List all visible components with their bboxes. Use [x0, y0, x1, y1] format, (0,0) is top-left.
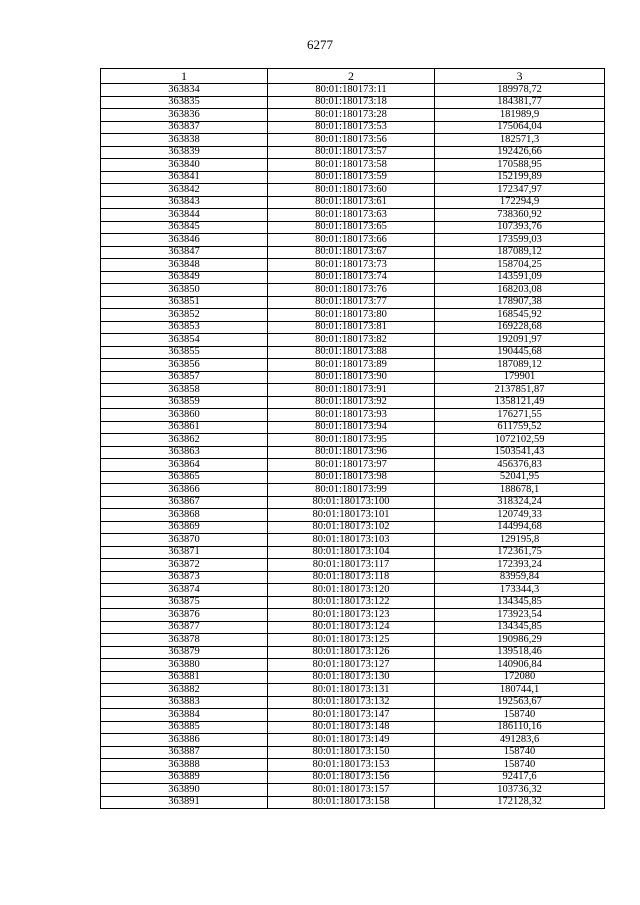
column-header-1: 1 — [101, 69, 268, 84]
row-number-cell: 363862 — [101, 434, 268, 447]
table-row — [101, 409, 605, 422]
value-cell: 172294,9 — [435, 196, 605, 209]
table-row — [101, 584, 605, 597]
value-cell: 144994,68 — [435, 521, 605, 534]
cadastral-number-cell: 80:01:180173:131 — [268, 684, 435, 697]
value-cell: 158740 — [435, 746, 605, 759]
row-number-cell: 363851 — [101, 296, 268, 309]
cadastral-number-cell: 80:01:180173:77 — [268, 296, 435, 309]
table-row — [101, 96, 605, 109]
header-row — [101, 69, 605, 84]
cadastral-number-cell: 80:01:180173:150 — [268, 746, 435, 759]
cadastral-number-cell: 80:01:180173:18 — [268, 96, 435, 109]
table-row — [101, 146, 605, 159]
table-row — [101, 534, 605, 547]
row-number-cell: 363834 — [101, 84, 268, 97]
value-cell: 184381,77 — [435, 96, 605, 109]
value-cell: 190445,68 — [435, 346, 605, 359]
row-number-cell: 363867 — [101, 496, 268, 509]
row-number-cell: 363884 — [101, 709, 268, 722]
table-row — [101, 159, 605, 172]
table-row — [101, 496, 605, 509]
table-row — [101, 171, 605, 184]
row-number-cell: 363870 — [101, 534, 268, 547]
row-number-cell: 363880 — [101, 659, 268, 672]
table-row — [101, 109, 605, 122]
cadastral-number-cell: 80:01:180173:63 — [268, 209, 435, 222]
table-row — [101, 371, 605, 384]
value-cell: 120749,33 — [435, 509, 605, 522]
value-cell: 169228,68 — [435, 321, 605, 334]
row-number-cell: 363872 — [101, 559, 268, 572]
table-row — [101, 309, 605, 322]
cadastral-number-cell: 80:01:180173:101 — [268, 509, 435, 522]
cadastral-number-cell: 80:01:180173:80 — [268, 309, 435, 322]
table-row — [101, 396, 605, 409]
table-row — [101, 184, 605, 197]
value-cell: 172361,75 — [435, 546, 605, 559]
cadastral-number-cell: 80:01:180173:158 — [268, 796, 435, 809]
value-cell: 189978,72 — [435, 84, 605, 97]
table-row — [101, 746, 605, 759]
row-number-cell: 363843 — [101, 196, 268, 209]
cadastral-number-cell: 80:01:180173:149 — [268, 734, 435, 747]
cadastral-number-cell: 80:01:180173:81 — [268, 321, 435, 334]
row-number-cell: 363849 — [101, 271, 268, 284]
table-row — [101, 484, 605, 497]
row-number-cell: 363883 — [101, 696, 268, 709]
cadastral-number-cell: 80:01:180173:88 — [268, 346, 435, 359]
row-number-cell: 363845 — [101, 221, 268, 234]
value-cell: 152199,89 — [435, 171, 605, 184]
cadastral-number-cell: 80:01:180173:157 — [268, 784, 435, 797]
table-row — [101, 621, 605, 634]
table-row — [101, 196, 605, 209]
cadastral-number-cell: 80:01:180173:122 — [268, 596, 435, 609]
table-row — [101, 784, 605, 797]
row-number-cell: 363874 — [101, 584, 268, 597]
table-row — [101, 421, 605, 434]
row-number-cell: 363864 — [101, 459, 268, 472]
row-number-cell: 363835 — [101, 96, 268, 109]
column-header-2: 2 — [268, 69, 435, 84]
table-row — [101, 121, 605, 134]
row-number-cell: 363853 — [101, 321, 268, 334]
value-cell: 187089,12 — [435, 359, 605, 372]
cadastral-number-cell: 80:01:180173:61 — [268, 196, 435, 209]
value-cell: 186110,16 — [435, 721, 605, 734]
value-cell: 2137851,87 — [435, 384, 605, 397]
row-number-cell: 363857 — [101, 371, 268, 384]
row-number-cell: 363890 — [101, 784, 268, 797]
value-cell: 172347,97 — [435, 184, 605, 197]
table-row — [101, 134, 605, 147]
table-row — [101, 559, 605, 572]
row-number-cell: 363875 — [101, 596, 268, 609]
table-row — [101, 696, 605, 709]
value-cell: 178907,38 — [435, 296, 605, 309]
table-row — [101, 759, 605, 772]
cadastral-number-cell: 80:01:180173:60 — [268, 184, 435, 197]
value-cell: 170588,95 — [435, 159, 605, 172]
value-cell: 129195,8 — [435, 534, 605, 547]
value-cell: 92417,6 — [435, 771, 605, 784]
row-number-cell: 363881 — [101, 671, 268, 684]
row-number-cell: 363858 — [101, 384, 268, 397]
cadastral-number-cell: 80:01:180173:126 — [268, 646, 435, 659]
table-row — [101, 734, 605, 747]
table-row — [101, 709, 605, 722]
value-cell: 103736,32 — [435, 784, 605, 797]
value-cell: 456376,83 — [435, 459, 605, 472]
value-cell: 134345,85 — [435, 621, 605, 634]
cadastral-number-cell: 80:01:180173:156 — [268, 771, 435, 784]
table-row — [101, 459, 605, 472]
cadastral-number-cell: 80:01:180173:120 — [268, 584, 435, 597]
cadastral-number-cell: 80:01:180173:153 — [268, 759, 435, 772]
table-row — [101, 659, 605, 672]
cadastral-number-cell: 80:01:180173:53 — [268, 121, 435, 134]
row-number-cell: 363844 — [101, 209, 268, 222]
cadastral-number-cell: 80:01:180173:148 — [268, 721, 435, 734]
table-row — [101, 259, 605, 272]
cadastral-number-cell: 80:01:180173:98 — [268, 471, 435, 484]
value-cell: 192091,97 — [435, 334, 605, 347]
row-number-cell: 363889 — [101, 771, 268, 784]
row-number-cell: 363865 — [101, 471, 268, 484]
table-row — [101, 209, 605, 222]
row-number-cell: 363876 — [101, 609, 268, 622]
row-number-cell: 363885 — [101, 721, 268, 734]
table-row — [101, 546, 605, 559]
table-row — [101, 634, 605, 647]
row-number-cell: 363891 — [101, 796, 268, 809]
row-number-cell: 363873 — [101, 571, 268, 584]
cadastral-number-cell: 80:01:180173:76 — [268, 284, 435, 297]
column-header-3: 3 — [435, 69, 605, 84]
table-row — [101, 521, 605, 534]
value-cell: 173344,3 — [435, 584, 605, 597]
row-number-cell: 363842 — [101, 184, 268, 197]
cadastral-number-cell: 80:01:180173:117 — [268, 559, 435, 572]
row-number-cell: 363868 — [101, 509, 268, 522]
row-number-cell: 363878 — [101, 634, 268, 647]
cadastral-number-cell: 80:01:180173:11 — [268, 84, 435, 97]
value-cell: 192563,67 — [435, 696, 605, 709]
table-row — [101, 359, 605, 372]
value-cell: 611759,52 — [435, 421, 605, 434]
value-cell: 52041,95 — [435, 471, 605, 484]
value-cell: 179901 — [435, 371, 605, 384]
cadastral-number-cell: 80:01:180173:100 — [268, 496, 435, 509]
cadastral-number-cell: 80:01:180173:89 — [268, 359, 435, 372]
row-number-cell: 363887 — [101, 746, 268, 759]
table-row — [101, 434, 605, 447]
table-row — [101, 596, 605, 609]
cadastral-number-cell: 80:01:180173:90 — [268, 371, 435, 384]
value-cell: 168203,08 — [435, 284, 605, 297]
cadastral-number-cell: 80:01:180173:91 — [268, 384, 435, 397]
table-row — [101, 796, 605, 809]
table-row — [101, 384, 605, 397]
value-cell: 140906,84 — [435, 659, 605, 672]
value-cell: 175064,04 — [435, 121, 605, 134]
value-cell: 143591,09 — [435, 271, 605, 284]
row-number-cell: 363854 — [101, 334, 268, 347]
row-number-cell: 363879 — [101, 646, 268, 659]
cadastral-table — [100, 68, 605, 809]
value-cell: 180744,1 — [435, 684, 605, 697]
row-number-cell: 363861 — [101, 421, 268, 434]
table-row — [101, 771, 605, 784]
table-row — [101, 571, 605, 584]
table-row — [101, 721, 605, 734]
table-row — [101, 646, 605, 659]
table-row — [101, 509, 605, 522]
cadastral-number-cell: 80:01:180173:92 — [268, 396, 435, 409]
value-cell: 158704,25 — [435, 259, 605, 272]
cadastral-number-cell: 80:01:180173:102 — [268, 521, 435, 534]
value-cell: 176271,55 — [435, 409, 605, 422]
cadastral-number-cell: 80:01:180173:127 — [268, 659, 435, 672]
row-number-cell: 363836 — [101, 109, 268, 122]
cadastral-number-cell: 80:01:180173:104 — [268, 546, 435, 559]
row-number-cell: 363840 — [101, 159, 268, 172]
cadastral-number-cell: 80:01:180173:82 — [268, 334, 435, 347]
row-number-cell: 363859 — [101, 396, 268, 409]
table-row — [101, 84, 605, 97]
cadastral-number-cell: 80:01:180173:103 — [268, 534, 435, 547]
table-row — [101, 671, 605, 684]
table-row — [101, 246, 605, 259]
table-row — [101, 321, 605, 334]
value-cell: 158740 — [435, 759, 605, 772]
value-cell: 181989,9 — [435, 109, 605, 122]
value-cell: 187089,12 — [435, 246, 605, 259]
cadastral-number-cell: 80:01:180173:96 — [268, 446, 435, 459]
row-number-cell: 363888 — [101, 759, 268, 772]
cadastral-number-cell: 80:01:180173:97 — [268, 459, 435, 472]
cadastral-number-cell: 80:01:180173:125 — [268, 634, 435, 647]
row-number-cell: 363852 — [101, 309, 268, 322]
row-number-cell: 363869 — [101, 521, 268, 534]
value-cell: 1503541,43 — [435, 446, 605, 459]
row-number-cell: 363866 — [101, 484, 268, 497]
value-cell: 168545,92 — [435, 309, 605, 322]
row-number-cell: 363877 — [101, 621, 268, 634]
value-cell: 1072102,59 — [435, 434, 605, 447]
row-number-cell: 363846 — [101, 234, 268, 247]
cadastral-number-cell: 80:01:180173:65 — [268, 221, 435, 234]
value-cell: 173599,03 — [435, 234, 605, 247]
cadastral-number-cell: 80:01:180173:118 — [268, 571, 435, 584]
value-cell: 738360,92 — [435, 209, 605, 222]
value-cell: 172393,24 — [435, 559, 605, 572]
cadastral-number-cell: 80:01:180173:123 — [268, 609, 435, 622]
cadastral-number-cell: 80:01:180173:94 — [268, 421, 435, 434]
value-cell: 182571,3 — [435, 134, 605, 147]
value-cell: 491283,6 — [435, 734, 605, 747]
table-row — [101, 609, 605, 622]
row-number-cell: 363860 — [101, 409, 268, 422]
value-cell: 1358121,49 — [435, 396, 605, 409]
table-row — [101, 284, 605, 297]
row-number-cell: 363839 — [101, 146, 268, 159]
value-cell: 139518,46 — [435, 646, 605, 659]
value-cell: 158740 — [435, 709, 605, 722]
table-row — [101, 296, 605, 309]
cadastral-number-cell: 80:01:180173:57 — [268, 146, 435, 159]
cadastral-number-cell: 80:01:180173:93 — [268, 409, 435, 422]
row-number-cell: 363871 — [101, 546, 268, 559]
value-cell: 188678,1 — [435, 484, 605, 497]
table-row — [101, 334, 605, 347]
cadastral-number-cell: 80:01:180173:67 — [268, 246, 435, 259]
row-number-cell: 363882 — [101, 684, 268, 697]
cadastral-number-cell: 80:01:180173:132 — [268, 696, 435, 709]
cadastral-number-cell: 80:01:180173:99 — [268, 484, 435, 497]
row-number-cell: 363841 — [101, 171, 268, 184]
table-row — [101, 221, 605, 234]
table-body — [101, 84, 605, 809]
table-row — [101, 346, 605, 359]
table-row — [101, 446, 605, 459]
cadastral-number-cell: 80:01:180173:124 — [268, 621, 435, 634]
value-cell: 134345,85 — [435, 596, 605, 609]
value-cell: 190986,29 — [435, 634, 605, 647]
row-number-cell: 363837 — [101, 121, 268, 134]
cadastral-number-cell: 80:01:180173:73 — [268, 259, 435, 272]
cadastral-number-cell: 80:01:180173:28 — [268, 109, 435, 122]
table-row — [101, 234, 605, 247]
cadastral-number-cell: 80:01:180173:95 — [268, 434, 435, 447]
value-cell: 107393,76 — [435, 221, 605, 234]
cadastral-number-cell: 80:01:180173:74 — [268, 271, 435, 284]
cadastral-number-cell: 80:01:180173:130 — [268, 671, 435, 684]
cadastral-number-cell: 80:01:180173:66 — [268, 234, 435, 247]
cadastral-number-cell: 80:01:180173:147 — [268, 709, 435, 722]
value-cell: 192426,66 — [435, 146, 605, 159]
table-header — [101, 69, 605, 84]
table-row — [101, 471, 605, 484]
row-number-cell: 363847 — [101, 246, 268, 259]
value-cell: 83959,84 — [435, 571, 605, 584]
table-row — [101, 684, 605, 697]
value-cell: 173923,54 — [435, 609, 605, 622]
row-number-cell: 363848 — [101, 259, 268, 272]
page-number: 6277 — [307, 37, 333, 52]
row-number-cell: 363856 — [101, 359, 268, 372]
value-cell: 172080 — [435, 671, 605, 684]
row-number-cell: 363838 — [101, 134, 268, 147]
row-number-cell: 363855 — [101, 346, 268, 359]
cadastral-number-cell: 80:01:180173:59 — [268, 171, 435, 184]
row-number-cell: 363863 — [101, 446, 268, 459]
row-number-cell: 363886 — [101, 734, 268, 747]
cadastral-number-cell: 80:01:180173:58 — [268, 159, 435, 172]
table-row — [101, 271, 605, 284]
value-cell: 172128,32 — [435, 796, 605, 809]
row-number-cell: 363850 — [101, 284, 268, 297]
value-cell: 318324,24 — [435, 496, 605, 509]
cadastral-number-cell: 80:01:180173:56 — [268, 134, 435, 147]
